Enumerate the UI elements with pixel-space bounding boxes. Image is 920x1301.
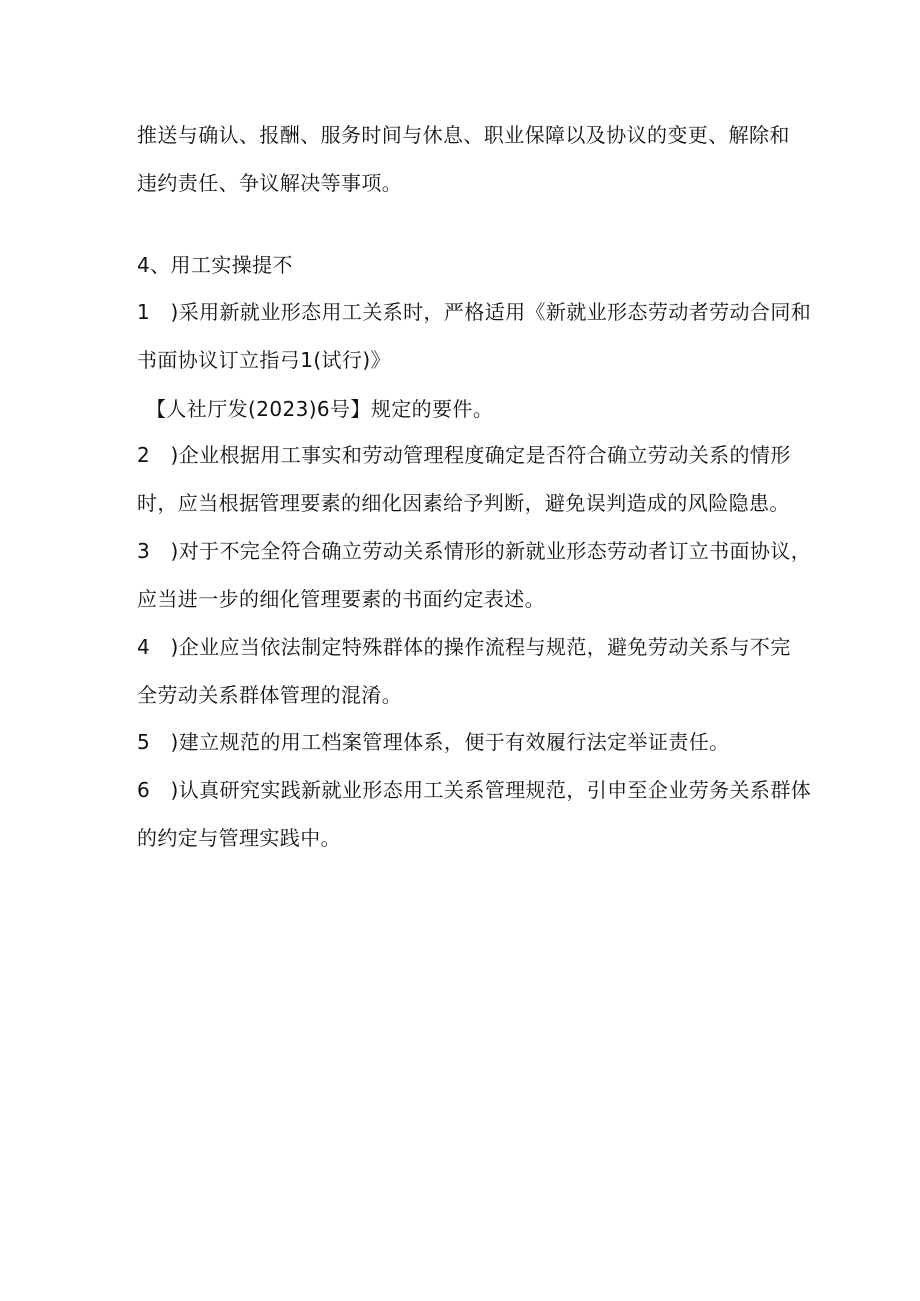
list-item-2-line: 2 )企业根据用工事实和劳动管理程度确定是否符合确立劳动关系的情形: [137, 443, 791, 467]
paragraph-line: 推送与确认、报酬、服务时间与休息、职业保障以及协议的变更、解除和: [137, 123, 790, 147]
list-item-1-line: 1 )采用新就业形态用工关系时，严格适用《新就业形态劳动者劳动合同和: [137, 300, 812, 324]
list-item-3-line: 应当进一步的细化管理要素的书面约定表述。: [137, 587, 545, 611]
list-item-4-line: 4 )企业应当依法制定特殊群体的操作流程与规范，避免劳动关系与不完: [137, 635, 791, 659]
list-item-1-line: 【人社厅发(2023)6号】规定的要件。: [146, 397, 494, 421]
list-item-6-line: 6 )认真研究实践新就业形态用工关系管理规范，引申至企业劳务关系群体: [137, 778, 812, 802]
list-item-3-line: 3 )对于不完全符合确立劳动关系情形的新就业形态劳动者订立书面协议，: [137, 539, 812, 563]
list-item-5-line: 5 )建立规范的用工档案管理体系，便于有效履行法定举证责任。: [137, 730, 730, 754]
list-item-1-line: 书面协议订立指弓1(试行)》: [137, 348, 391, 372]
list-item-6-line: 的约定与管理实践中。: [137, 826, 341, 850]
list-item-2-line: 时，应当根据管理要素的细化因素给予判断，避免误判造成的风险隐患。: [137, 491, 790, 515]
paragraph-line: 违约责任、争议解决等事项。: [137, 171, 403, 195]
section-heading: 4、用工实操提不: [137, 253, 293, 277]
list-item-4-line: 全劳动关系群体管理的混淆。: [137, 683, 403, 707]
